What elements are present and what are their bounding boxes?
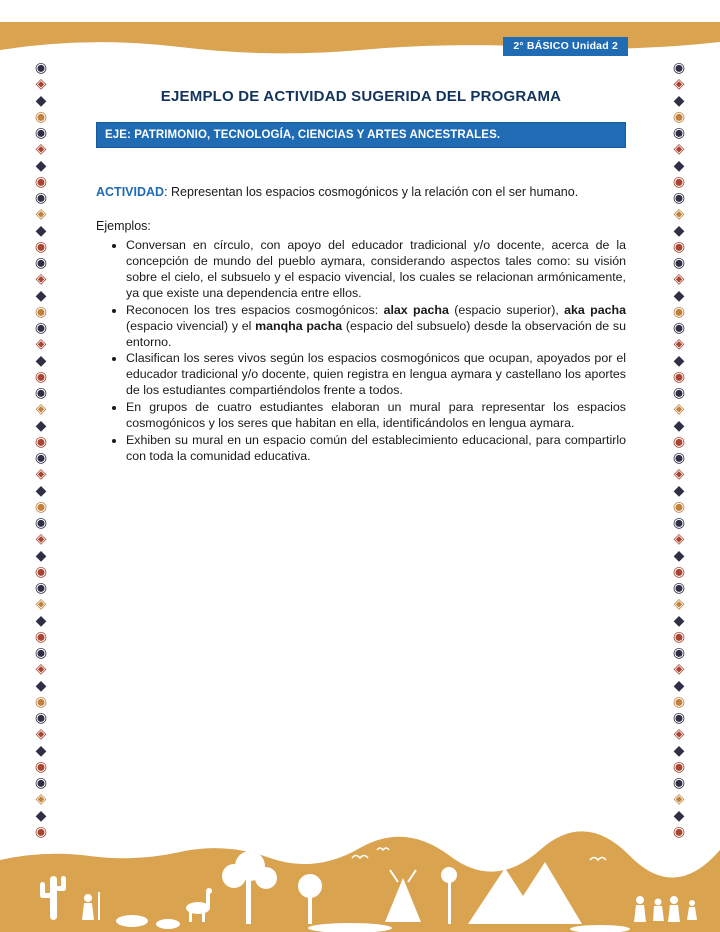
bush-icon: [116, 915, 148, 927]
ornament-motif-icon: ◉: [34, 59, 48, 75]
ornament-motif-icon: ◈: [35, 140, 47, 157]
ornament-motif-icon: ◈: [35, 660, 47, 677]
page-title: EJEMPLO DE ACTIVIDAD SUGERIDA DEL PROGRAMA: [160, 88, 562, 105]
list-item: • Clasifican los seres vivos según los espacios cosmogónicos que ocupan, apoyados por el educador tradicional y/o docente, quien registra en lengua aymara y castellano los aportes de los estudiantes compartiéndolos frente a todos.: [126, 351, 626, 399]
ornament-motif-icon: ◈: [673, 465, 685, 482]
ornament-motif-icon: ◉: [672, 124, 686, 140]
ornament-motif-icon: ◈: [35, 725, 47, 742]
ornament-motif-icon: ◆: [35, 351, 47, 368]
ornament-motif-icon: ◉: [34, 822, 48, 839]
ornament-motif-icon: ◉: [34, 449, 48, 465]
ornament-motif-icon: ◉: [34, 709, 48, 725]
ornament-motif-icon: ◆: [673, 806, 685, 823]
ornament-motif-icon: ◉: [672, 254, 686, 270]
ornament-motif-icon: ◈: [35, 75, 47, 92]
ornament-motif-icon: ◈: [673, 205, 685, 222]
ornament-motif-icon: ◉: [34, 692, 48, 709]
ornament-motif-icon: ◈: [673, 595, 685, 612]
ornament-motif-icon: ◉: [34, 302, 48, 319]
ornament-motif-icon: ◉: [34, 367, 48, 384]
ornament-motif-icon: ◈: [35, 205, 47, 222]
ornament-motif-icon: ◈: [673, 530, 685, 547]
ornament-motif-icon: ◉: [672, 692, 686, 709]
ornament-motif-icon: ◆: [35, 286, 47, 303]
activity-text: : Representan los espacios cosmogónicos y la relación con el ser humano.: [164, 185, 579, 199]
ornament-motif-icon: ◉: [672, 59, 686, 75]
ornament-motif-icon: ◆: [35, 156, 47, 173]
ornament-motif-icon: ◉: [672, 449, 686, 465]
examples-list: [96, 238, 626, 464]
ornament-motif-icon: ◉: [672, 514, 686, 530]
list-item: • Conversan en círculo, con apoyo del educador tradicional y/o docente, acerca de la concepción de mundo del pueblo aymara, considerando aspectos tales como: su visión sobre el cielo, el subsuelo y el espacio vivencial, los cuales se relacionan armónicamente, ya que existe una dependencia entre ellos.: [126, 238, 626, 302]
examples-label: Ejemplos:: [96, 219, 151, 234]
ornament-motif-icon: ◆: [35, 741, 47, 758]
ornament-motif-icon: ◈: [673, 400, 685, 417]
ornament-motif-icon: ◉: [34, 579, 48, 595]
ornament-motif-icon: ◆: [673, 676, 685, 693]
ornament-motif-icon: ◆: [35, 416, 47, 433]
ornament-motif-icon: ◈: [673, 725, 685, 742]
ornament-motif-icon: ◉: [34, 124, 48, 140]
ornament-motif-icon: ◉: [672, 644, 686, 660]
ornament-motif-icon: ◈: [673, 335, 685, 352]
ornament-motif-icon: ◉: [34, 757, 48, 774]
ornament-motif-icon: ◉: [34, 514, 48, 530]
ornament-motif-icon: ◆: [35, 546, 47, 563]
ornament-motif-icon: ◉: [34, 107, 48, 124]
list-item: • Exhiben su mural en un espacio común del establecimiento educacional, para compartirlo con toda la comunidad educativa.: [126, 433, 626, 465]
ornament-motif-icon: ◉: [672, 562, 686, 579]
ornament-motif-icon: ◆: [673, 156, 685, 173]
activity-label: ACTIVIDAD: [96, 185, 165, 199]
ornament-motif-icon: ◉: [34, 189, 48, 205]
ornament-motif-icon: ◈: [35, 595, 47, 612]
ornament-motif-icon: ◉: [34, 319, 48, 335]
list-item: • Reconocen los tres espacios cosmogónicos: alax pacha (espacio superior), aka pacha (espacio vivencial) y el manqha pacha (espacio del subsuelo) desde la observación de su entorno.: [126, 303, 626, 351]
ornament-motif-icon: ◉: [672, 319, 686, 335]
ornament-motif-icon: ◈: [35, 530, 47, 547]
ornament-motif-icon: ◉: [672, 774, 686, 790]
ornament-motif-icon: ◆: [673, 416, 685, 433]
ornament-motif-icon: ◈: [673, 660, 685, 677]
bush-icon: [156, 919, 180, 929]
ornament-motif-icon: ◉: [34, 237, 48, 254]
ornament-motif-icon: ◉: [34, 562, 48, 579]
ornament-motif-icon: ◉: [672, 579, 686, 595]
ornament-motif-icon: ◈: [673, 790, 685, 807]
ornament-motif-icon: ◆: [673, 611, 685, 628]
ornament-motif-icon: ◆: [35, 806, 47, 823]
ornament-motif-icon: ◉: [672, 627, 686, 644]
right-ornament-border: [666, 60, 692, 838]
ornament-motif-icon: ◉: [34, 774, 48, 790]
left-ornament-border: [28, 60, 54, 838]
ornament-motif-icon: ◆: [35, 221, 47, 238]
ornament-motif-icon: ◉: [672, 709, 686, 725]
ornament-motif-icon: ◉: [672, 302, 686, 319]
ornament-motif-icon: ◈: [35, 335, 47, 352]
ornament-motif-icon: ◉: [672, 107, 686, 124]
ornament-motif-icon: ◆: [673, 546, 685, 563]
ornament-motif-icon: ◆: [35, 481, 47, 498]
ornament-motif-icon: ◈: [673, 75, 685, 92]
eje-heading-bar: EJE: PATRIMONIO, TECNOLOGÍA, CIENCIAS Y ARTES ANCESTRALES.: [96, 122, 626, 148]
ornament-motif-icon: ◉: [34, 254, 48, 270]
list-item: • En grupos de cuatro estudiantes elaboran un mural para representar los espacios cosmogónicos y los seres que habitan en ella, identificándolos en lengua aymara.: [126, 400, 626, 432]
ornament-motif-icon: ◈: [35, 400, 47, 417]
ornament-motif-icon: ◉: [672, 189, 686, 205]
ornament-motif-icon: ◆: [673, 221, 685, 238]
ornament-motif-icon: ◆: [35, 611, 47, 628]
ornament-motif-icon: ◉: [672, 497, 686, 514]
ornament-motif-icon: ◆: [673, 481, 685, 498]
ornament-motif-icon: ◈: [35, 790, 47, 807]
ornament-motif-icon: ◉: [34, 644, 48, 660]
content-area: [96, 62, 626, 466]
ornament-motif-icon: ◉: [34, 384, 48, 400]
ornament-motif-icon: ◉: [672, 757, 686, 774]
ornament-motif-icon: ◈: [673, 140, 685, 157]
footer-landscape: [0, 820, 720, 932]
activity-line: [96, 184, 626, 200]
ornament-motif-icon: ◆: [673, 741, 685, 758]
ornament-motif-icon: ◉: [34, 627, 48, 644]
ornament-motif-icon: ◆: [673, 91, 685, 108]
ornament-motif-icon: ◉: [672, 172, 686, 189]
ornament-motif-icon: ◉: [34, 432, 48, 449]
ornament-motif-icon: ◈: [35, 270, 47, 287]
ornament-motif-icon: ◉: [672, 367, 686, 384]
ornament-motif-icon: ◈: [673, 270, 685, 287]
ornament-motif-icon: ◈: [35, 465, 47, 482]
ornament-motif-icon: ◆: [35, 676, 47, 693]
ornament-motif-icon: ◉: [34, 172, 48, 189]
unit-badge: 2° BÁSICO Unidad 2: [503, 37, 628, 56]
ornament-motif-icon: ◉: [672, 237, 686, 254]
ornament-motif-icon: ◆: [673, 286, 685, 303]
ornament-motif-icon: ◉: [34, 497, 48, 514]
ornament-motif-icon: ◆: [673, 351, 685, 368]
ornament-motif-icon: ◆: [35, 91, 47, 108]
ornament-motif-icon: ◉: [672, 384, 686, 400]
ornament-motif-icon: ◉: [672, 822, 686, 839]
ornament-motif-icon: ◉: [672, 432, 686, 449]
